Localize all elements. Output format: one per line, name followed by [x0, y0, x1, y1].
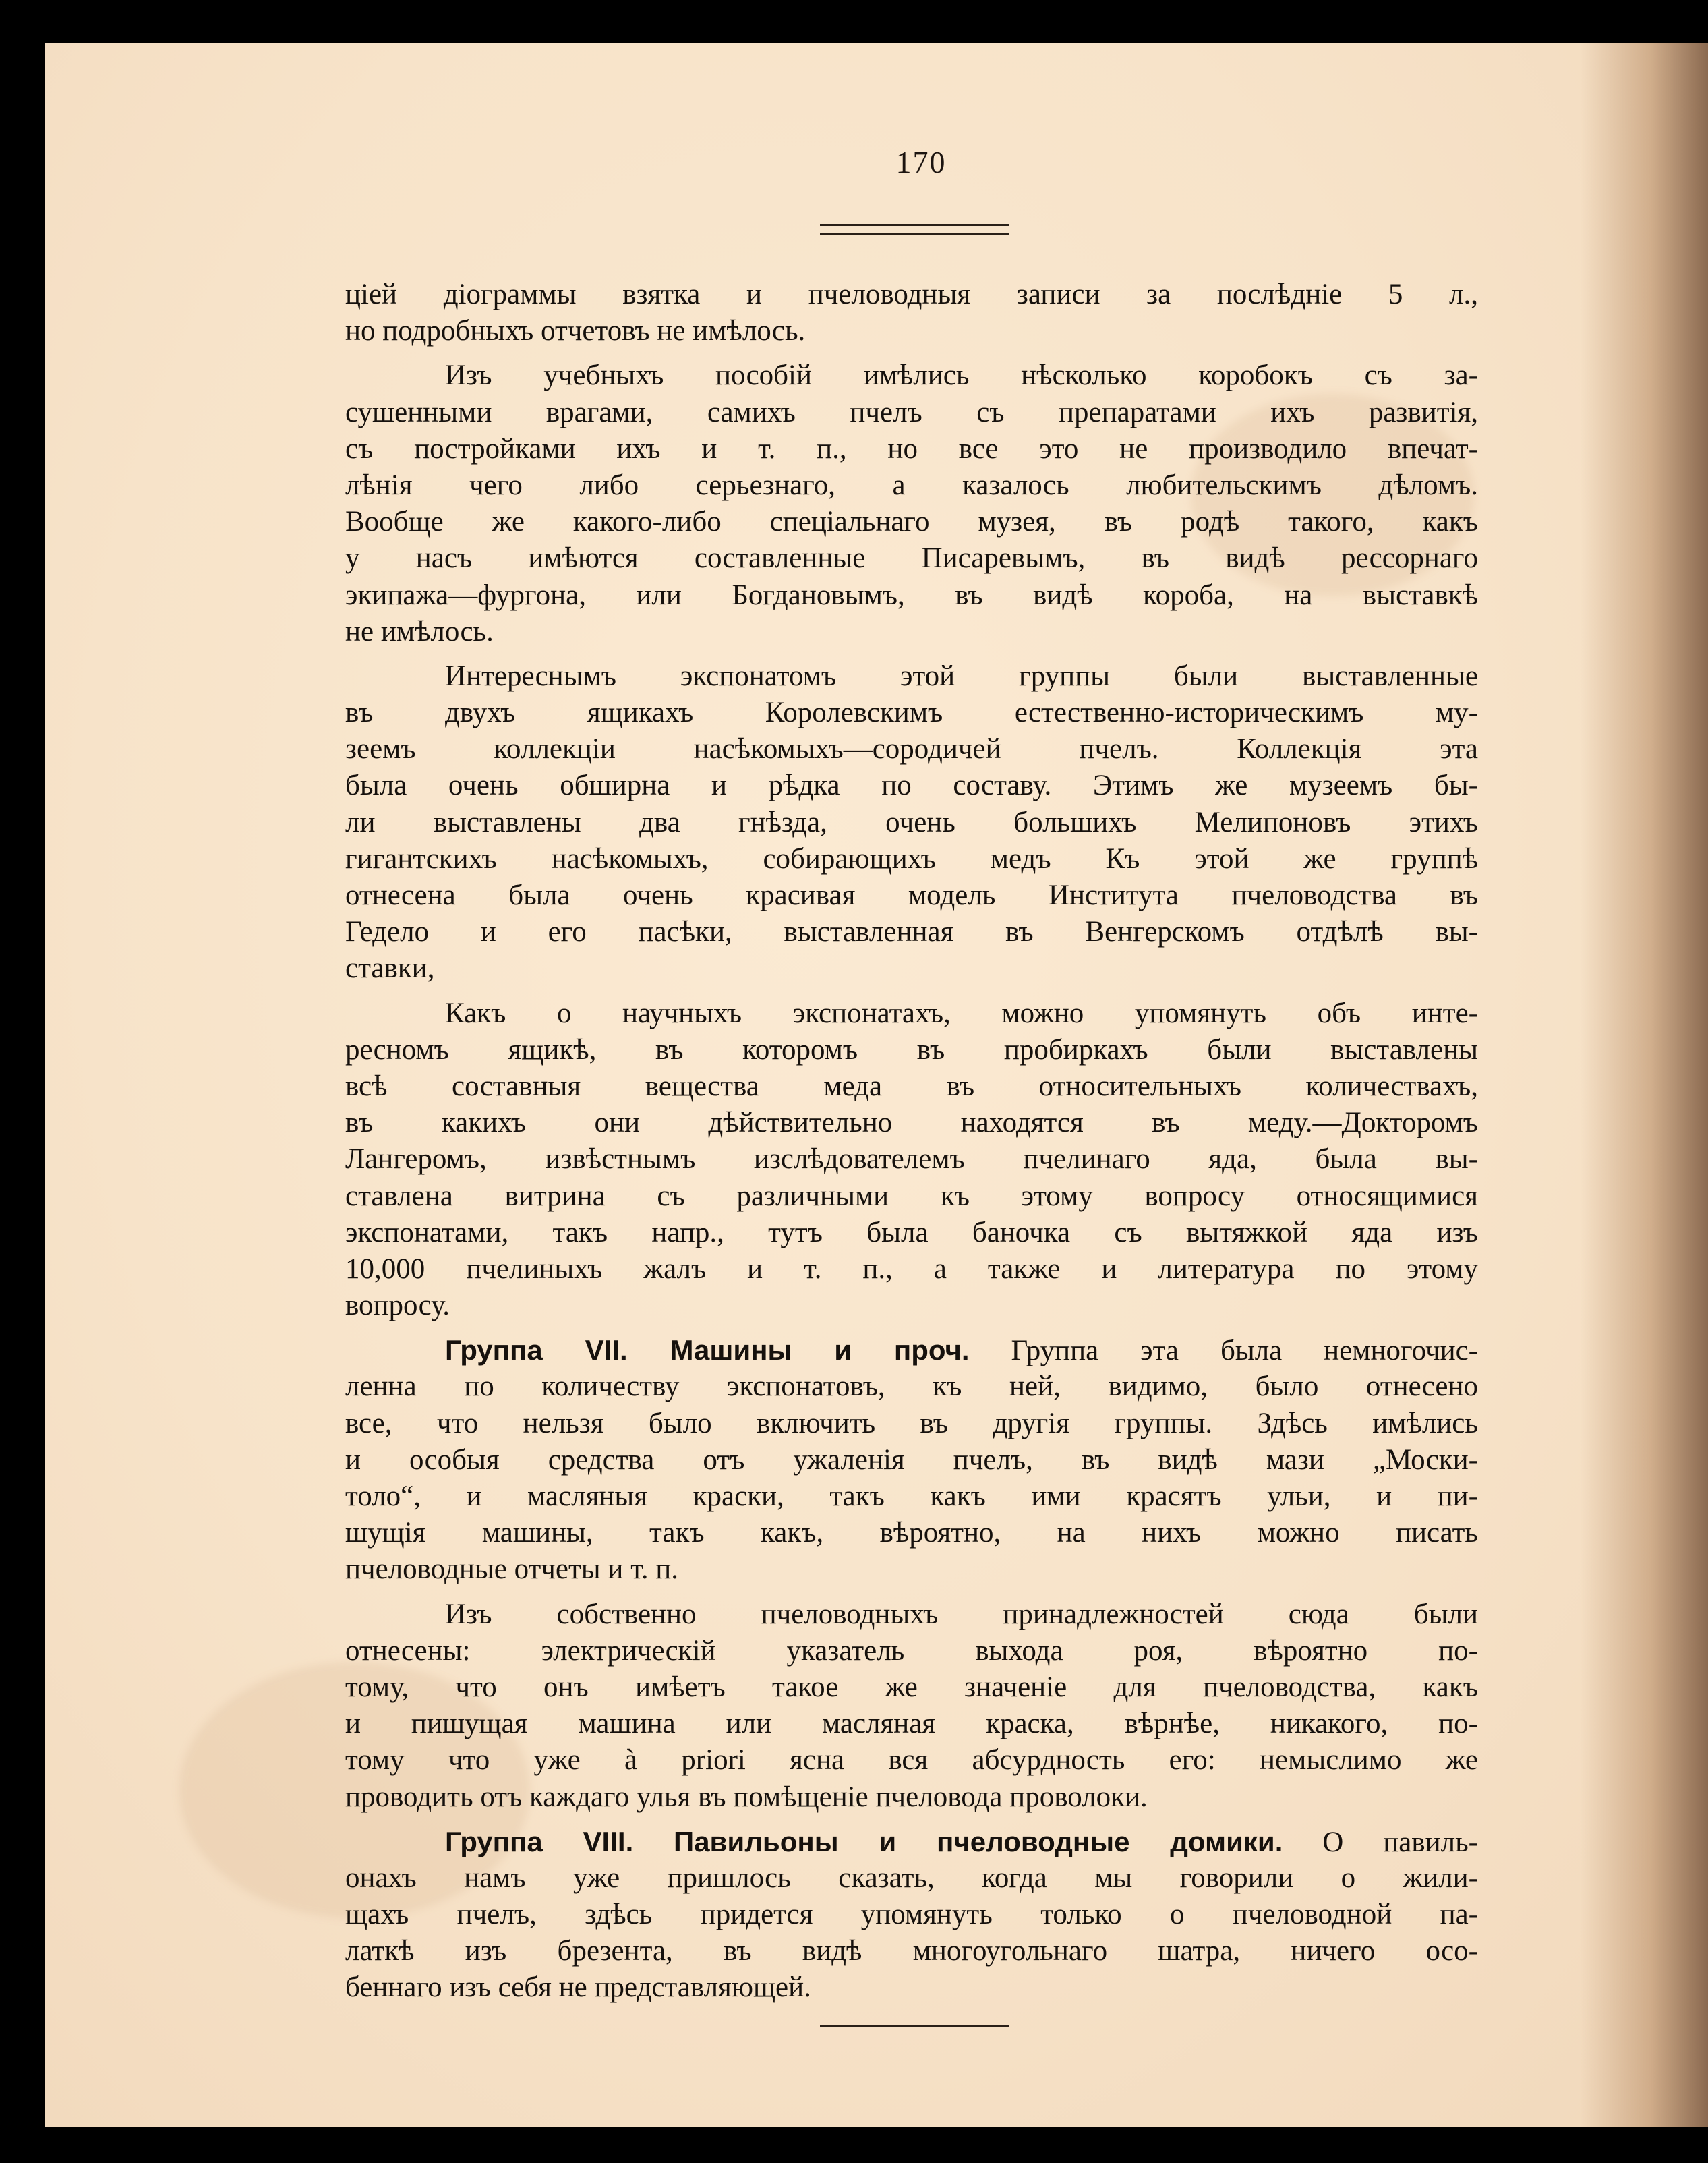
line-text: латкѣ изъ брезента, въ видѣ многоугольнаго шатра, ничего осо- [345, 1935, 1478, 1967]
text-line [345, 1406, 1478, 1442]
text-line [345, 614, 1478, 650]
text-line [345, 658, 1478, 695]
text-line [345, 1824, 1478, 1860]
text-line [345, 996, 1478, 1032]
line-text: ставлена витрина съ различными къ этому вопросу относящимися [345, 1180, 1478, 1212]
line-text: зеемъ коллекціи насѣкомыхъ—сородичей пчелъ. Коллекція эта [345, 733, 1478, 766]
line-text: въ двухъ ящикахъ Королевскимъ естественно-историческимъ му- [345, 697, 1478, 729]
text-line [345, 695, 1478, 731]
line-text: но подробныхъ отчетовъ не имѣлось. [345, 315, 806, 347]
line-text: щахъ пчелъ, здѣсь придется упомянуть только о пчеловодной па- [345, 1899, 1478, 1931]
text-line [345, 1442, 1478, 1478]
text-line [345, 914, 1478, 950]
line-text: ресномъ ящикѣ, въ которомъ въ пробиркахъ были выставлены [345, 1033, 1478, 1066]
line-text: ставки, [345, 952, 435, 985]
line-text: сушенными врагами, самихъ пчелъ съ препаратами ихъ развитія, [345, 396, 1478, 428]
text-line [345, 1706, 1478, 1742]
text-line [345, 731, 1478, 768]
line-text: Изъ учебныхъ пособій имѣлись нѣсколько коробокъ съ за- [445, 359, 1478, 392]
line-text: тому, что онъ имѣетъ такое же значеніе для пчеловодства, какъ [345, 1671, 1478, 1703]
page-gutter-shadow [1580, 43, 1708, 2127]
text-line [345, 768, 1478, 804]
text-line [345, 1515, 1478, 1551]
text-line [345, 431, 1478, 467]
line-text: у насъ имѣются составленные Писаревымъ, въ видѣ рессорнаго [345, 542, 1478, 575]
line-text: 10,000 пчелиныхъ жалъ и т. п., а также и литература по этому [345, 1252, 1478, 1285]
line-text: Вообще же какого-либо спеціальнаго музея, въ родѣ такого, какъ [345, 506, 1478, 538]
line-text: Какъ о научныхъ экспонатахъ, можно упомянуть объ инте- [445, 997, 1478, 1029]
line-text: проводить отъ каждаго улья въ помѣщеніе пчеловода проволоки. [345, 1781, 1148, 1813]
text-line [345, 357, 1478, 394]
text-line [345, 1032, 1478, 1068]
section-heading: Группа VIII. Павильоны и пчеловодные домики. [445, 1825, 1283, 1857]
line-text: отнесены: электрическій указатель выхода роя, вѣроятно по- [345, 1634, 1478, 1667]
line-text: ленна по количеству экспонатовъ, къ ней, видимо, было отнесено [345, 1371, 1478, 1403]
text-line [345, 1251, 1478, 1288]
line-text: не имѣлось. [345, 615, 494, 647]
line-text: О павиль- [1283, 1826, 1478, 1858]
text-line [345, 1633, 1478, 1669]
text-line [345, 1742, 1478, 1779]
text-line [345, 1779, 1478, 1816]
line-text: Группа эта была немногочис- [969, 1335, 1478, 1367]
text-line [345, 877, 1478, 914]
line-text: гигантскихъ насѣкомыхъ, собирающихъ медъ Къ этой же группѣ [345, 842, 1478, 875]
line-text: Изъ собственно пчеловодныхъ принадлежностей сюда были [445, 1598, 1478, 1630]
line-text: экспонатами, такъ напр., тутъ была баночка съ вытяжкой яда изъ [345, 1216, 1478, 1248]
text-line [345, 313, 1478, 349]
line-text: все, что нельзя было включить въ другія группы. Здѣсь имѣлись [345, 1407, 1478, 1439]
line-text: и пишущая машина или масляная краска, вѣрнѣе, никакого, по- [345, 1708, 1478, 1740]
text-line [345, 277, 1478, 313]
body-text [345, 277, 1478, 2007]
line-text: ли выставлены два гнѣзда, очень большихъ Мелипоновъ этихъ [345, 806, 1478, 838]
line-text: лѣнія чего либо серьезнаго, а казалось любительскимъ дѣломъ. [345, 469, 1478, 501]
line-text: ціей діограммы взятка и пчеловодныя записи за послѣдніе 5 л., [345, 279, 1478, 310]
text-line [345, 504, 1478, 540]
text-line [345, 1669, 1478, 1706]
text-line [345, 1478, 1478, 1515]
line-text: Гедело и его пасѣки, выставленная въ Венгерскомъ отдѣлѣ вы- [345, 916, 1478, 948]
line-text: пчеловодные отчеты и т. п. [345, 1553, 679, 1586]
text-line [345, 1068, 1478, 1105]
text-line [345, 1969, 1478, 2006]
text-line [345, 1178, 1478, 1215]
text-line [345, 1332, 1478, 1368]
paragraph-gap [345, 987, 1478, 996]
text-line [345, 805, 1478, 841]
text-line [345, 395, 1478, 431]
section-heading: Группа VII. Машины и проч. [445, 1334, 970, 1366]
end-rule [820, 2025, 1009, 2027]
text-line [345, 1105, 1478, 1141]
line-text: всѣ составныя вещества меда въ относительныхъ количествахъ, [345, 1070, 1478, 1102]
text-line [345, 1596, 1478, 1633]
text-line [345, 950, 1478, 987]
text-line [345, 1141, 1478, 1178]
line-text: Лангеромъ, извѣстнымъ изслѣдователемъ пчелинаго яда, была вы- [345, 1143, 1478, 1176]
text-line [345, 467, 1478, 504]
paragraph-gap [345, 1588, 1478, 1596]
paragraph-gap [345, 1324, 1478, 1332]
line-text: шущія машины, такъ какъ, вѣроятно, на нихъ можно писать [345, 1517, 1478, 1549]
text-line [345, 1215, 1478, 1251]
line-text: онахъ намъ уже пришлось сказать, когда мы говорили о жили- [345, 1862, 1478, 1894]
page-number: 170 [895, 145, 947, 179]
text-line [345, 1897, 1478, 1933]
line-text: экипажа—фургона, или Богдановымъ, въ видѣ короба, на выставкѣ [345, 579, 1478, 611]
text-line [345, 540, 1478, 577]
line-text: отнесена была очень красивая модель Института пчеловодства въ [345, 879, 1478, 911]
line-text: беннаго изъ себя не представляющей. [345, 1971, 811, 2004]
paragraph-gap [345, 349, 1478, 357]
book-page [45, 43, 1708, 2127]
text-line [345, 1933, 1478, 1969]
text-line [345, 841, 1478, 877]
text-line [345, 1860, 1478, 1897]
text-line [345, 1551, 1478, 1588]
line-text: и особыя средства отъ ужаленія пчелъ, въ видѣ мази „Моски- [345, 1443, 1478, 1476]
line-text: въ какихъ они дѣйствительно находятся въ меду.—Докторомъ [345, 1107, 1478, 1139]
line-text: Интереснымъ экспонатомъ этой группы были выставленные [445, 660, 1478, 692]
text-line [345, 1288, 1478, 1324]
line-text: толо“, и масляныя краски, такъ какъ ими красятъ ульи, и пи- [345, 1480, 1478, 1512]
text-line [345, 1368, 1478, 1405]
line-text: была очень обширна и рѣдка по составу. Этимъ же музеемъ бы- [345, 770, 1478, 802]
line-text: тому что уже à priori ясна вся абсурдность его: немыслимо же [345, 1744, 1478, 1777]
line-text: съ постройками ихъ и т. п., но все это не производило впечат- [345, 432, 1478, 465]
line-text: вопросу. [345, 1290, 450, 1322]
text-line [345, 577, 1478, 614]
paragraph-gap [345, 1816, 1478, 1824]
paragraph-gap [345, 650, 1478, 658]
header-double-rule [820, 224, 1009, 235]
